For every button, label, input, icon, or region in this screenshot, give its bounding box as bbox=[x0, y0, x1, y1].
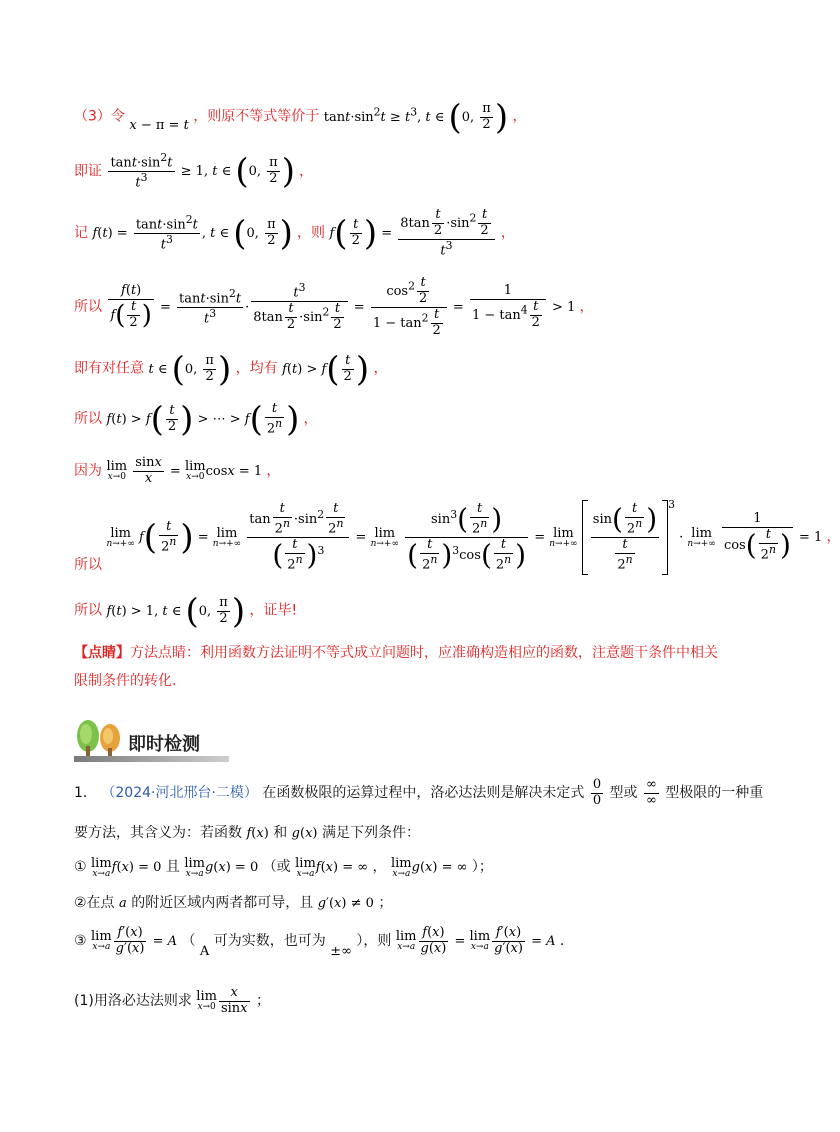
cond1-comma: ， bbox=[372, 859, 387, 875]
cond3-A: A bbox=[199, 943, 210, 959]
problem-text-b: 型或 bbox=[609, 784, 638, 801]
cond1-mark: ① bbox=[74, 859, 87, 875]
final-line bbox=[74, 591, 298, 631]
cond1-and: 且 bbox=[165, 859, 180, 875]
cond3-inf: ±∞ bbox=[330, 943, 352, 959]
square-bracket: sin( $\frac{t}{2^n}$ ) $\frac{t}{2^n}$ bbox=[582, 500, 668, 575]
part3-mid: ，则原不等式等价于 bbox=[193, 108, 320, 125]
ratio-line: 所以 f(t) f( $\frac{t}{2}$ ) = $\frac{\tan t\cdot\sin^2t}{t^3}$ · $t^3$ 8tan $\frac{t}{2}$ $\cdot\sin^2$ $\frac{t}{2}$ = $\cos^2$ $\frac{t}{2}$ $1 - \tan^2$ $\frac{t}{2}$ = 1 $1 - \tan^4$ $\frac{t}{2}$ > 1 ， bbox=[74, 275, 594, 338]
section-banner bbox=[74, 718, 234, 766]
prove-expression: $\frac{\tan t\cdot\sin^2t}{t^3}$ ≥ 1, t ∈ (0, $\frac{\pi}{2}$ ) bbox=[110, 151, 295, 192]
part3-end: ， bbox=[512, 108, 527, 125]
chain-line: 所以 f(t) > f( $\frac{t}{2}$ ) > ⋯ > f( $\frac{t}{2^n}$ ) ， bbox=[74, 399, 318, 440]
section-title: 即时检测 bbox=[128, 734, 200, 755]
cond2-text-a: ②在点 bbox=[74, 895, 115, 911]
problem-text-f: 满足下列条件： bbox=[321, 825, 420, 841]
comment-line1 bbox=[74, 642, 718, 662]
final-prefix: 所以 bbox=[74, 602, 102, 619]
prove-line: 即证 $\frac{\tan t\cdot\sin^2t}{t^3}$ ≥ 1, t ∈ (0, $\frac{\pi}{2}$ ) ， bbox=[74, 151, 314, 192]
forall-mid: ，均有 bbox=[235, 360, 278, 377]
part3-substitution: x − π = t bbox=[129, 117, 189, 133]
problem-text-a: 在函数极限的运算过程中，洛必达法则是解决未定式 bbox=[262, 784, 585, 801]
problem-line2: 要方法，其含义为：若函数 f(x) 和 g(x) 满足下列条件： bbox=[74, 825, 420, 841]
comment-label: 【点睛】 bbox=[74, 645, 130, 661]
define-f: f(t) = $\frac{\tan t\cdot\sin^2t}{t^3}$ , t ∈ (0, $\frac{\pi}{2}$ ) bbox=[92, 212, 293, 254]
problem-text-c: 型极限的一种重 bbox=[665, 784, 764, 801]
final-ineq: f(t) > 1, t ∈ (0, $\frac{\pi}{2}$ ) bbox=[106, 591, 246, 631]
comment-line2 bbox=[74, 670, 176, 690]
banner-underline bbox=[74, 756, 229, 762]
part3-prefix: （3）令 bbox=[74, 108, 125, 125]
because-line: 因为 lim x→0 $\frac{\sin x}{x}$ = lim x→0 cosx = 1 ， bbox=[74, 455, 281, 486]
ratio-prefix: 所以 bbox=[74, 298, 102, 315]
part3-line bbox=[74, 97, 527, 137]
limit-prefix: 所以 bbox=[74, 557, 102, 574]
define-prefix: 记 bbox=[74, 225, 88, 242]
problem-text-d: 要方法，其含义为：若函数 bbox=[74, 825, 242, 841]
cond3-end: ． bbox=[559, 932, 574, 949]
problem-text-e: 和 bbox=[273, 825, 288, 841]
q1-end: ； bbox=[255, 992, 270, 1009]
forall-domain: t ∈ (0, $\frac{\pi}{2}$ ) bbox=[148, 349, 232, 389]
forall-ineq: f(t) > f( $\frac{t}{2}$ ) bbox=[282, 349, 370, 389]
cond3-open: （ bbox=[181, 932, 196, 949]
problem-number: 1． bbox=[74, 784, 97, 801]
condition-1: ① lim x→a f(x) = 0 且 lim x→a g(x) = 0 （或 lim x→a f(x) = ∞ ， lim x→a g(x) = ∞ ）； bbox=[74, 855, 493, 879]
comment-text2: 限制条件的转化. bbox=[74, 673, 177, 689]
condition-3: ③ lim x→a $\frac{f'(x)}{g'(x)}$ = A （ A 可为实数，也可为 ±∞ ），则 lim x→a $\frac{f(x)}{g(x)}$ = lim x→a $\frac{f'(x)}{g'(x)}$ = A ． bbox=[74, 925, 574, 959]
chain-ineq: f(t) > f( $\frac{t}{2}$ ) > ⋯ > f( $\frac{t}{2^n}$ ) bbox=[106, 399, 300, 440]
condition-2: ②在点 a 的附近区域内两者都可导，且 g′(x) ≠ 0 ； bbox=[74, 895, 393, 911]
inf-over-inf: $\frac{\infty}{\infty}$ bbox=[646, 777, 657, 808]
cond2-end: ； bbox=[378, 895, 393, 911]
zero-over-zero: $\frac{0}{0}$ bbox=[592, 777, 602, 808]
limit-expression: lim n→+∞ f( $\frac{t}{2^n}$ ) = lim n→+∞ tan $\frac{t}{2^n}$ $\cdot\sin^2$ $\frac{t}{2^n}$ ( $\frac{t}{2^n}$ )$^3$ = lim n→+∞ $\sin^3$( $\frac{t}{2^n}$ ) ( $\frac{t}{2^n}$ )$^3$cos( $\frac{t}{2^n}$ ) = lim n→+∞ sin( $\frac{t}{2^n}$ ) $\frac{t}{2^n}$ $^3$ · lim n→+∞ 1 cos( $\frac{t}{2^n}$ ) = 1 bbox=[106, 530, 826, 545]
forall-line: 即有对任意 t ∈ (0, $\frac{\pi}{2}$ ) ，均有 f(t) > f( $\frac{t}{2}$ ) ， bbox=[74, 349, 388, 389]
cond1-or: （或 bbox=[262, 859, 291, 875]
cond3-mark: ③ bbox=[74, 932, 87, 949]
because-prefix: 因为 bbox=[74, 462, 102, 479]
comment-text1: 方法点睛：利用函数方法证明不等式成立问题时，应准确构造相应的函数，注意题干条件中相关 bbox=[130, 645, 718, 661]
define-line: 记 f(t) = $\frac{\tan t\cdot\sin^2t}{t^3}$ , t ∈ (0, $\frac{\pi}{2}$ ) ，则 f( $\frac{t}{2}$ ) = 8tan $\frac{t}{2}$ $\cdot\sin^2$ $\frac{t}{2}$ $t^3$ ， bbox=[74, 207, 515, 259]
problem-source: （2024·河北邢台·二模） bbox=[101, 784, 258, 801]
chain-prefix: 所以 bbox=[74, 411, 102, 428]
define-f-half: f( $\frac{t}{2}$ ) = 8tan $\frac{t}{2}$ $\cdot\sin^2$ $\frac{t}{2}$ $t^3$ bbox=[329, 226, 500, 241]
cond2-text-b: 的附近区域内两者都可导，且 bbox=[131, 895, 314, 911]
prove-prefix: 即证 bbox=[74, 163, 102, 180]
question-1: (1)用洛必达法则求 lim x→0 $\frac{x}{\sin x}$ ； bbox=[74, 985, 270, 1016]
define-mid: ，则 bbox=[297, 225, 326, 242]
cond3-text: 可为实数，也可为 bbox=[213, 932, 326, 949]
limit-line: 所以 lim n→+∞ f( $\frac{t}{2^n}$ ) = lim n→+∞ tan $\frac{t}{2^n}$ $\cdot\sin^2$ $\frac{t}{2^n}$ ( $\frac{t}{2^n}$ )$^3$ = lim n→+∞ $\sin^3$( $\frac{t}{2^n}$ ) ( $\frac{t}{2^n}$ )$^3$cos( $\frac{t}{2^n}$ ) = lim n→+∞ sin( $\frac{t}{2^n}$ ) $\frac{t}{2^n}$ $^3$ · lim n→+∞ 1 cos( $\frac{t}{2^n}$ ) = 1 ， bbox=[74, 500, 840, 575]
q1-text: (1)用洛必达法则求 bbox=[74, 992, 192, 1009]
cond3-then: ），则 bbox=[356, 932, 392, 949]
final-tail: ，证毕! bbox=[249, 602, 298, 619]
because-limit: lim x→0 $\frac{\sin x}{x}$ = lim x→0 cosx = 1 bbox=[106, 455, 267, 486]
cond1-end: ）； bbox=[471, 859, 493, 875]
ratio-expression: f(t) f( $\frac{t}{2}$ ) = $\frac{\tan t\cdot\sin^2t}{t^3}$ · $t^3$ 8tan $\frac{t}{2}$ $\cdot\sin^2$ $\frac{t}{2}$ = $\cos^2$ $\frac{t}{2}$ $1 - \tan^2$ $\frac{t}{2}$ = 1 $1 - \tan^4$ $\frac{t}{2}$ > 1 bbox=[110, 275, 580, 338]
problem-line1 bbox=[74, 778, 763, 809]
part3-inequality: $\tan t\cdot\sin^2t \ge t^3$, t ∈ (0, $\frac{\pi}{2}$ ) bbox=[323, 97, 509, 137]
forall-prefix: 即有对任意 bbox=[74, 360, 144, 377]
